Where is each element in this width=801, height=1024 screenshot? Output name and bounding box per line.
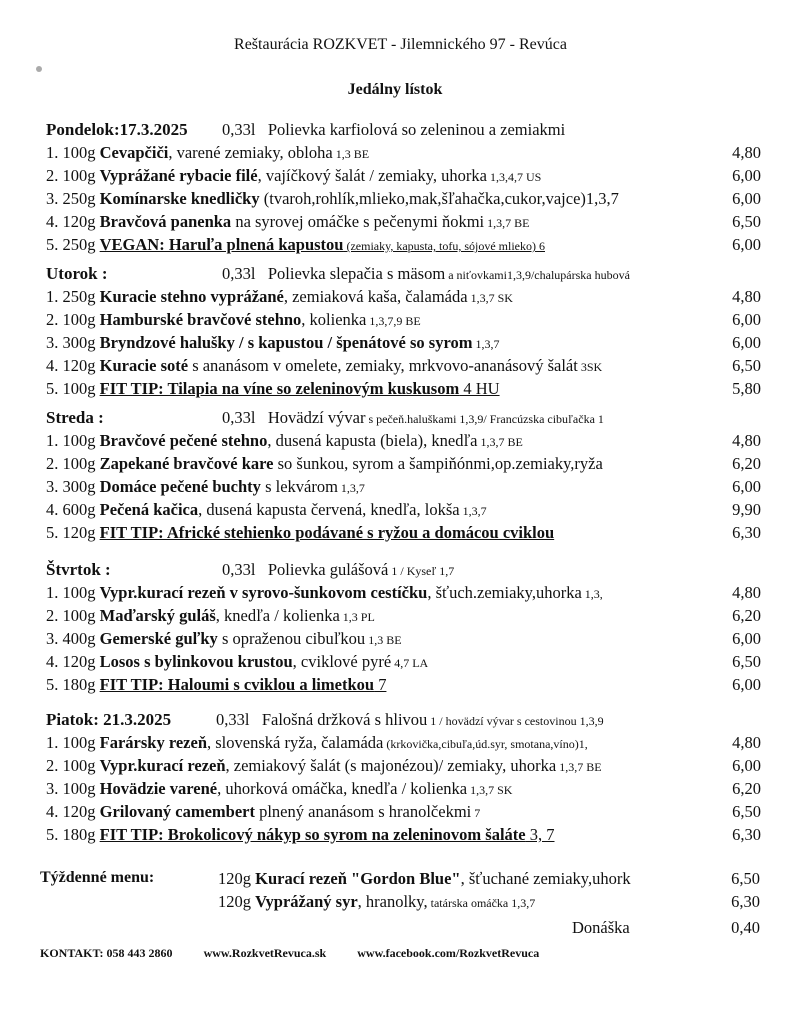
item-price: 6,00	[732, 310, 761, 329]
item-price: 6,20	[732, 606, 761, 625]
item-price: 6,20	[732, 779, 761, 798]
day-name: Utorok :	[46, 264, 108, 283]
item-description: s ananásom v omelete, zemiaky, mrkvovo-ananásový šalát	[188, 356, 578, 375]
item-allergens: 1,3,7	[472, 337, 500, 351]
item-description: 7	[374, 675, 387, 694]
item-weight: 5. 120g	[46, 523, 96, 542]
item-description: , dusená kapusta červená, knedľa, lokša	[198, 500, 460, 519]
soup-volume: 0,33l	[222, 560, 256, 579]
restaurant-header: Reštaurácia ROZKVET - Jilemnického 97 - Revúca	[234, 36, 567, 53]
menu-item-text	[46, 143, 369, 163]
footer	[40, 946, 567, 961]
facebook-link[interactable]: www.facebook.com/RozkvetRevuca	[357, 946, 540, 960]
menu-item-text	[46, 825, 555, 845]
menu-item-text	[46, 802, 480, 822]
item-allergens: 1,3,7 BE	[477, 435, 523, 449]
item-description: , šťuch.zemiaky,uhorka	[427, 583, 582, 602]
item-price: 6,20	[732, 454, 761, 473]
item-name: Zapekané bravčové kare	[99, 454, 274, 473]
soup-extra: a niťovkami1,3,9/chalupárska hubová	[445, 268, 630, 282]
item-allergens: 1,3,7	[459, 504, 487, 518]
menu-item-text	[46, 733, 588, 753]
item-description: , zemiakový šalát (s majonézou)/ zemiaky, uhorka	[225, 756, 557, 775]
item-price: 6,00	[732, 756, 761, 775]
menu-item	[46, 825, 761, 847]
item-weight: 5. 180g	[46, 825, 96, 844]
item-weight: 4. 120g	[46, 652, 96, 671]
item-price: 6,00	[732, 675, 761, 694]
menu-item	[46, 235, 761, 257]
menu-item-text	[46, 523, 554, 543]
menu-item-text	[46, 166, 541, 186]
menu-item	[46, 431, 761, 453]
soup-name: Hovädzí vývar	[267, 408, 366, 427]
item-price: 6,50	[731, 869, 760, 888]
item-allergens: tatárska omáčka 1,3,7	[427, 896, 536, 910]
item-description: (tvaroh,rohlík,mlieko,mak,šľahačka,cukor,vajce)1,3,7	[259, 189, 619, 208]
day-name: Piatok: 21.3.2025	[46, 710, 172, 729]
item-price: 6,50	[732, 356, 761, 375]
soup-name: Polievka karfiolová so zeleninou a zemiakmi	[267, 120, 566, 139]
item-price: 6,00	[732, 629, 761, 648]
day-header	[46, 408, 104, 430]
soup-line	[222, 264, 630, 284]
menu-item	[46, 802, 761, 824]
item-description: , kolienka	[301, 310, 367, 329]
item-price: 6,30	[732, 523, 761, 542]
day-header	[46, 560, 111, 582]
menu-item	[46, 500, 761, 522]
menu-item-text	[46, 333, 499, 353]
item-price: 6,00	[732, 333, 761, 352]
menu-item-text	[46, 629, 402, 649]
item-name: Vyprážaný syr	[255, 892, 358, 911]
item-name: Gemerské guľky	[99, 629, 218, 648]
item-description: na syrovej omáčke s pečenymi ňokmi	[231, 212, 485, 231]
item-price: 6,00	[732, 235, 761, 254]
menu-item-text	[46, 583, 603, 603]
item-weight: 3. 250g	[46, 189, 96, 208]
item-name: FIT TIP: Brokolicový nákyp so syrom na zeleninovom šaláte	[99, 825, 526, 844]
item-weight: 2. 100g	[46, 606, 96, 625]
menu-item	[46, 652, 761, 674]
weekly-item	[218, 892, 760, 914]
menu-item	[46, 379, 761, 401]
item-description: 3, 7	[525, 825, 555, 844]
menu-item	[46, 166, 761, 188]
item-weight: 120g	[218, 869, 251, 888]
item-name: Komínarske knedličky	[99, 189, 260, 208]
item-price: 4,80	[732, 287, 761, 306]
menu-item	[46, 629, 761, 651]
item-weight: 1. 100g	[46, 143, 96, 162]
menu-item-text	[46, 652, 428, 672]
item-allergens: 1,3,	[581, 587, 603, 601]
item-price: 6,00	[732, 477, 761, 496]
day-header	[46, 710, 171, 732]
item-weight: 3. 100g	[46, 779, 96, 798]
item-weight: 2. 100g	[46, 166, 96, 185]
item-description: , šťuchané zemiaky,uhork	[460, 869, 631, 888]
item-price: 6,50	[732, 212, 761, 231]
item-price: 6,50	[732, 802, 761, 821]
contact-phone: KONTAKT: 058 443 2860	[40, 946, 173, 960]
weekly-label: Týždenné menu:	[40, 869, 155, 886]
soup-line	[222, 120, 565, 140]
item-weight: 3. 400g	[46, 629, 96, 648]
soup-extra: s pečeň.haluškami 1,3,9/ Francúzska cibuľačka 1	[365, 412, 604, 426]
item-allergens: 1,3,7 SK	[467, 291, 513, 305]
menu-item-text	[46, 477, 365, 497]
item-description: , slovenská ryža, čalamáda	[207, 733, 384, 752]
item-weight: 1. 100g	[46, 431, 96, 450]
menu-item	[46, 733, 761, 755]
item-allergens: (krkovička,cibuľa,úd.syr, smotana,víno)1,	[383, 737, 588, 751]
item-allergens: 4,7 LA	[391, 656, 429, 670]
item-allergens: 1,3 BE	[332, 147, 370, 161]
item-weight: 3. 300g	[46, 333, 96, 352]
day-name: Pondelok:17.3.2025	[46, 120, 188, 139]
menu-item	[46, 477, 761, 499]
item-name: Domáce pečené buchty	[99, 477, 261, 496]
website-link[interactable]: www.RozkvetRevuca.sk	[203, 946, 327, 960]
item-price: 6,50	[732, 652, 761, 671]
menu-item	[46, 454, 761, 476]
soup-volume: 0,33l	[216, 710, 250, 729]
item-description: , cviklové pyré	[292, 652, 392, 671]
menu-item	[46, 583, 761, 605]
item-price: 6,30	[732, 825, 761, 844]
item-name: FIT TIP: Tilapia na víne so zeleninovým kuskusom	[99, 379, 460, 398]
soup-volume: 0,33l	[222, 264, 256, 283]
item-name: Bravčová panenka	[99, 212, 232, 231]
day-header	[46, 264, 108, 286]
item-allergens: 1,3,7 BE	[484, 216, 530, 230]
item-name: Kuracie soté	[99, 356, 189, 375]
item-weight: 5. 100g	[46, 379, 96, 398]
item-weight: 3. 300g	[46, 477, 96, 496]
item-weight: 4. 120g	[46, 802, 96, 821]
item-allergens: 1,3,4,7 US	[486, 170, 542, 184]
item-name: Cevapčiči	[99, 143, 169, 162]
item-name: Kurací rezeň "Gordon Blue"	[255, 869, 461, 888]
item-weight: 5. 180g	[46, 675, 96, 694]
item-name: Vypr.kurací rezeň	[99, 756, 226, 775]
menu-item-text	[46, 606, 375, 626]
item-weight: 1. 100g	[46, 733, 96, 752]
item-weight: 5. 250g	[46, 235, 96, 254]
item-description: s lekvárom	[260, 477, 338, 496]
item-weight: 2. 100g	[46, 454, 96, 473]
item-name: Kuracie stehno vyprážané	[99, 287, 284, 306]
item-name: Maďarský guláš	[99, 606, 216, 625]
item-weight: 4. 120g	[46, 212, 96, 231]
menu-item-text	[46, 379, 500, 399]
item-allergens: 1,3 BE	[365, 633, 402, 647]
item-name: Bravčové pečené stehno	[99, 431, 268, 450]
menu-item-text	[46, 235, 545, 255]
menu-item-text	[46, 189, 619, 209]
item-description: , varené zemiaky, obloha	[168, 143, 333, 162]
soup-extra: 1 / hovädzí vývar s cestovinou 1,3,9	[427, 714, 604, 728]
soup-line	[222, 408, 604, 428]
soup-name: Falošná držková s hlivou	[261, 710, 428, 729]
item-description: plnený ananásom s hranolčekmi	[254, 802, 472, 821]
item-allergens: 1,3,7,9 BE	[366, 314, 421, 328]
soup-name: Polievka gulášová	[267, 560, 389, 579]
menu-item-text	[46, 310, 421, 330]
item-price: 5,80	[732, 379, 761, 398]
menu-item-text	[46, 779, 512, 799]
menu-item	[46, 212, 761, 234]
menu-title: Jedálny lístok	[347, 81, 443, 98]
menu-item	[46, 287, 761, 309]
menu-item	[46, 356, 761, 378]
menu-item	[46, 189, 761, 211]
item-name: Losos s bylinkovou krustou	[99, 652, 293, 671]
item-name: Grilovaný camembert	[99, 802, 255, 821]
menu-item	[46, 310, 761, 332]
item-price: 4,80	[732, 431, 761, 450]
item-name: FIT TIP: Africké stehienko podávané s ryžou a domácou cviklou	[99, 523, 555, 542]
item-name: Hovädzie varené	[99, 779, 218, 798]
item-price: 6,00	[732, 166, 761, 185]
menu-item-text	[46, 454, 603, 474]
delivery-row	[572, 918, 760, 938]
menu-item-text	[46, 675, 386, 695]
menu-item	[46, 606, 761, 628]
item-name: VEGAN: Haruľa plnená kapustou	[99, 235, 344, 254]
item-allergens: 1,3 PL	[339, 610, 375, 624]
scan-speck	[36, 66, 42, 72]
item-weight: 1. 250g	[46, 287, 96, 306]
day-name: Streda :	[46, 408, 104, 427]
item-allergens: 3SK	[577, 360, 603, 374]
item-name: Vyprážané rybacie filé	[99, 166, 258, 185]
item-weight: 1. 100g	[46, 583, 96, 602]
item-description: 4 HU	[459, 379, 500, 398]
item-name: FIT TIP: Haloumi s cviklou a limetkou	[99, 675, 375, 694]
item-weight: 4. 600g	[46, 500, 96, 519]
item-description: , hranolky,	[357, 892, 428, 911]
item-price: 4,80	[732, 143, 761, 162]
menu-item	[46, 143, 761, 165]
item-price: 6,30	[731, 892, 760, 911]
item-weight: 4. 120g	[46, 356, 96, 375]
item-name: Pečená kačica	[99, 500, 199, 519]
item-name: Hamburské bravčové stehno	[99, 310, 302, 329]
item-price: 4,80	[732, 733, 761, 752]
item-allergens: 1,3,7	[337, 481, 365, 495]
soup-volume: 0,33l	[222, 408, 256, 427]
item-weight: 120g	[218, 892, 251, 911]
menu-item-text	[46, 431, 523, 451]
menu-item	[46, 675, 761, 697]
menu-item-text	[46, 756, 602, 776]
menu-item	[46, 523, 761, 545]
item-description: so šunkou, syrom a šampiňónmi,op.zemiaky,ryža	[273, 454, 603, 473]
item-allergens: 7	[471, 806, 481, 820]
item-price: 6,00	[732, 189, 761, 208]
item-name: Farársky rezeň	[99, 733, 207, 752]
menu-item-text	[46, 287, 513, 307]
item-allergens: 1,3,7 BE	[556, 760, 602, 774]
day-name: Štvrtok :	[46, 560, 111, 579]
menu-item-text	[46, 500, 487, 520]
item-description: , vajíčkový šalát / zemiaky, uhorka	[257, 166, 487, 185]
item-name: Vypr.kurací rezeň v syrovo-šunkovom cestíčku	[99, 583, 428, 602]
delivery-label: Donáška	[572, 918, 630, 937]
item-description: (zemiaky, kapusta, tofu, sójové mlieko) 6	[343, 239, 545, 253]
item-price: 4,80	[732, 583, 761, 602]
item-description: , knedľa / kolienka	[215, 606, 340, 625]
item-name: Bryndzové halušky / s kapustou / špenátové so syrom	[99, 333, 473, 352]
soup-extra: 1 / Kyseľ 1,7	[388, 564, 455, 578]
menu-item	[46, 779, 761, 801]
item-description: , uhorková omáčka, knedľa / kolienka	[217, 779, 468, 798]
item-description: , dusená kapusta (biela), knedľa	[267, 431, 478, 450]
item-description: , zemiaková kaša, čalamáda	[283, 287, 468, 306]
menu-item	[46, 756, 761, 778]
delivery-price: 0,40	[731, 918, 760, 937]
item-allergens: 1,3,7 SK	[467, 783, 513, 797]
item-weight: 2. 100g	[46, 310, 96, 329]
menu-item	[46, 333, 761, 355]
soup-line	[216, 710, 604, 730]
day-header	[46, 120, 188, 142]
soup-line	[222, 560, 454, 580]
menu-item-text	[46, 212, 529, 232]
item-price: 9,90	[732, 500, 761, 519]
soup-name: Polievka slepačia s mäsom	[267, 264, 446, 283]
item-description: s opraženou cibuľkou	[217, 629, 366, 648]
weekly-item	[218, 869, 760, 891]
soup-volume: 0,33l	[222, 120, 256, 139]
item-weight: 2. 100g	[46, 756, 96, 775]
menu-item-text	[46, 356, 602, 376]
